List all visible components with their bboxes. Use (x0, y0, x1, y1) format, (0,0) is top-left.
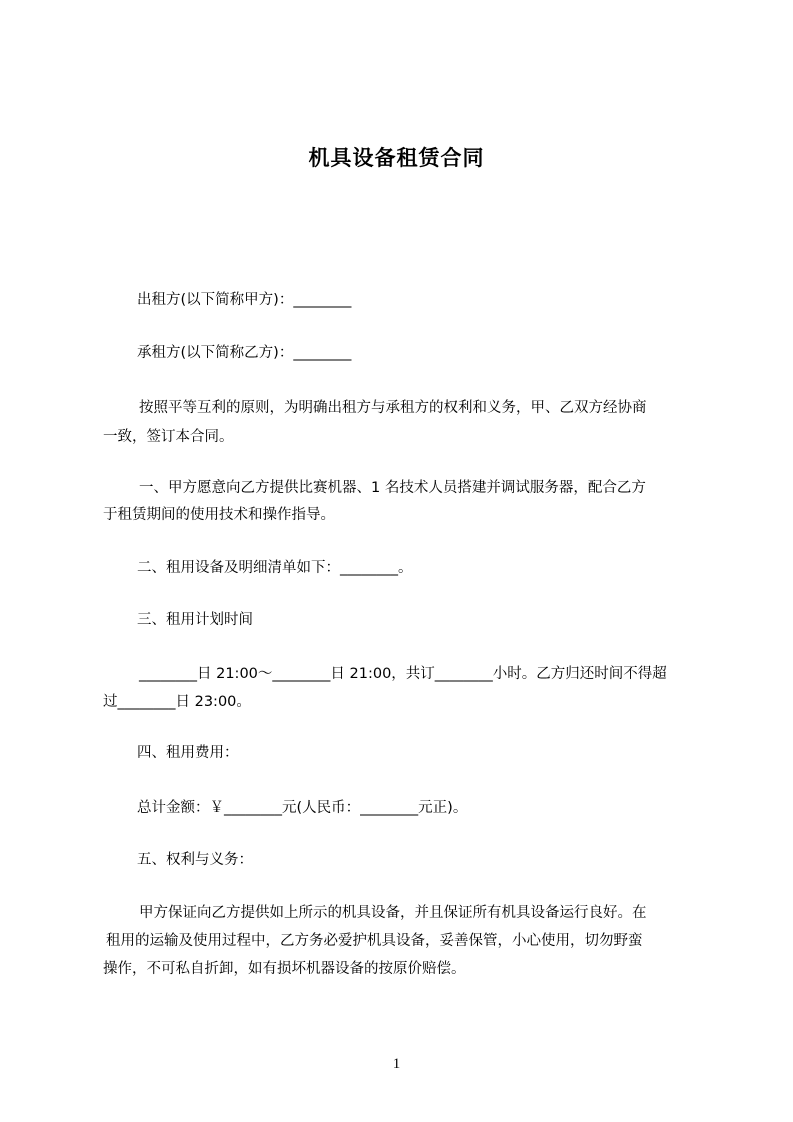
page-number: 1 (392, 1056, 401, 1072)
clause-3-line-2: 过________日 23:00。 (103, 694, 251, 710)
clause-4-total: 总计金额：￥________元(人民币：________元正)。 (137, 800, 468, 816)
clause-5-line-2: 租用的运输及使用过程中，乙方务必爱护机具设备，妥善保管，小心使用，切勿野蛮 (106, 933, 643, 949)
intro-paragraph-line-2: 一致，签订本合同。 (103, 429, 234, 445)
intro-paragraph-line-1: 按照平等互利的原则，为明确出租方与承租方的权利和义务，甲、乙双方经协商 (139, 400, 647, 416)
clause-4-heading: 四、租用费用： (137, 745, 239, 761)
clause-3-line-1: ________日 21:00～________日 21:00，共订________小时。乙方归还时间不得超 (139, 666, 667, 682)
clause-5-line-3: 操作，不可私自折卸，如有损坏机器设备的按原价赔偿。 (103, 961, 466, 977)
clause-1-line-2: 于租赁期间的使用技术和操作指导。 (103, 507, 335, 523)
lessee-line: 承租方(以下简称乙方)：________ (137, 345, 352, 361)
document-title: 机具设备租赁合同 (308, 146, 485, 170)
clause-2: 二、租用设备及明细清单如下：________。 (137, 560, 413, 576)
clause-5-line-1: 甲方保证向乙方提供如上所示的机具设备，并且保证所有机具设备运行良好。在 (139, 905, 647, 921)
clause-3-heading: 三、租用计划时间 (137, 612, 253, 628)
lessor-line: 出租方(以下简称甲方)：________ (137, 292, 352, 308)
clause-5-heading: 五、权利与义务： (137, 852, 253, 868)
clause-1-line-1: 一、甲方愿意向乙方提供比赛机器、1 名技术人员搭建并调试服务器，配合乙方 (139, 480, 646, 496)
